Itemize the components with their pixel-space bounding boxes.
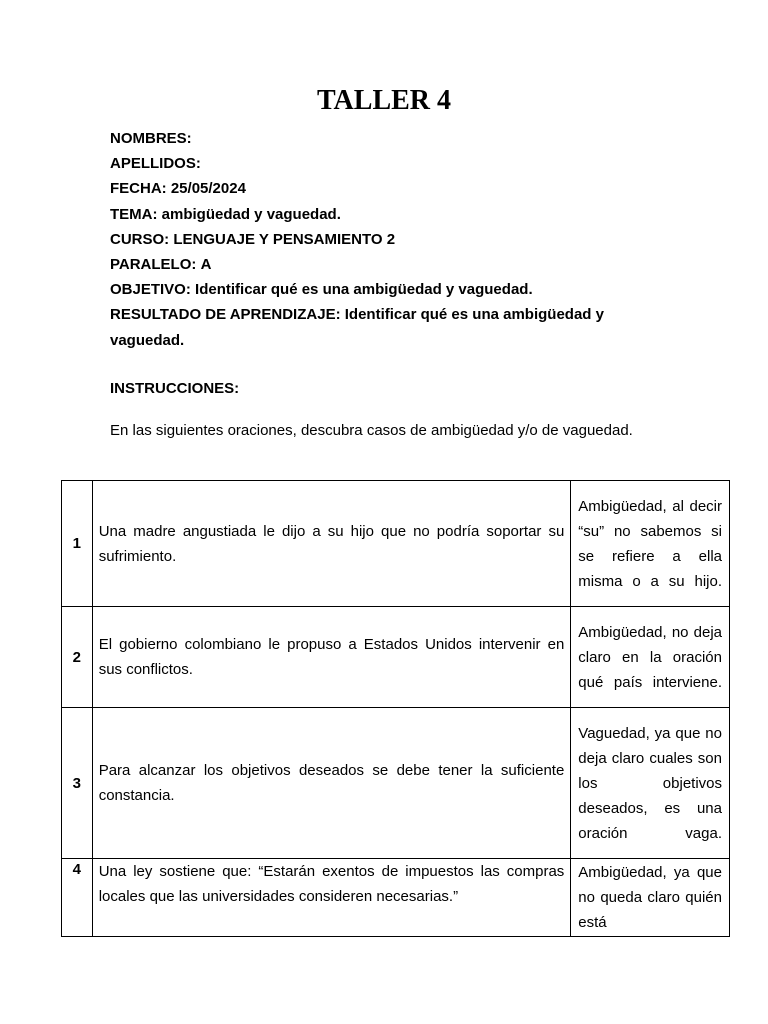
objetivo-line xyxy=(110,277,650,302)
paralelo-line xyxy=(110,252,650,277)
row-answer: Ambigüedad, ya que no queda claro quién está xyxy=(571,859,730,937)
apellidos-line xyxy=(110,151,650,176)
resultado-line xyxy=(110,302,650,352)
row-number: 3 xyxy=(62,708,93,859)
curso-label: CURSO: xyxy=(110,230,170,248)
curso-value: LENGUAJE Y PENSAMIENTO 2 xyxy=(173,230,396,248)
row-sentence: El gobierno colombiano le propuso a Estados Unidos intervenir en sus conflictos. xyxy=(92,607,571,708)
fecha-line xyxy=(110,176,650,201)
table-row xyxy=(62,607,730,708)
row-number: 2 xyxy=(62,607,93,708)
row-sentence: Una ley sostiene que: “Estarán exentos de impuestos las compras locales que las universidades consideren necesarias.” xyxy=(92,859,571,937)
resultado-value: Identificar qué es una ambigüedad y vaguedad. xyxy=(110,306,604,349)
paralelo-value: A xyxy=(200,256,212,274)
tema-value: ambigüedad y vaguedad. xyxy=(161,205,341,223)
instructions-text: En las siguientes oraciones, descubra casos de ambigüedad y/o de vaguedad. xyxy=(110,422,633,439)
paralelo-label: PARALELO: xyxy=(110,256,197,274)
nombres-label: NOMBRES: xyxy=(110,130,192,147)
exercise-table xyxy=(61,480,730,937)
fecha-value: 25/05/2024 xyxy=(170,180,246,198)
table-row xyxy=(62,859,730,937)
header-info xyxy=(110,126,650,353)
nombres-line xyxy=(110,126,650,151)
row-number: 1 xyxy=(62,481,93,607)
row-answer: Vaguedad, ya que no deja claro cuales son los objetivos deseados, es una oración vaga. xyxy=(571,708,730,859)
objetivo-label: OBJETIVO: xyxy=(110,281,191,299)
apellidos-label: APELLIDOS: xyxy=(110,155,201,173)
document-title: TALLER 4 xyxy=(316,85,452,116)
row-answer: Ambigüedad, al decir “su” no sabemos si se refiere a ella misma o a su hijo. xyxy=(571,481,730,607)
objetivo-value: Identificar qué es una ambigüedad y vaguedad. xyxy=(195,281,533,299)
tema-line xyxy=(110,202,650,227)
row-answer: Ambigüedad, no deja claro en la oración qué país interviene. xyxy=(571,607,730,708)
fecha-label: FECHA: xyxy=(110,180,167,198)
row-number: 4 xyxy=(62,859,93,937)
tema-label: TEMA: xyxy=(110,205,158,223)
table-row xyxy=(62,481,730,607)
resultado-label: RESULTADO DE APRENDIZAJE: xyxy=(110,306,341,324)
table-row xyxy=(62,708,730,859)
instructions-label: INSTRUCCIONES: xyxy=(110,380,240,397)
row-sentence: Una madre angustiada le dijo a su hijo que no podría soportar su sufrimiento. xyxy=(92,481,571,607)
curso-line xyxy=(110,227,650,252)
row-sentence: Para alcanzar los objetivos deseados se debe tener la suficiente constancia. xyxy=(92,708,571,859)
